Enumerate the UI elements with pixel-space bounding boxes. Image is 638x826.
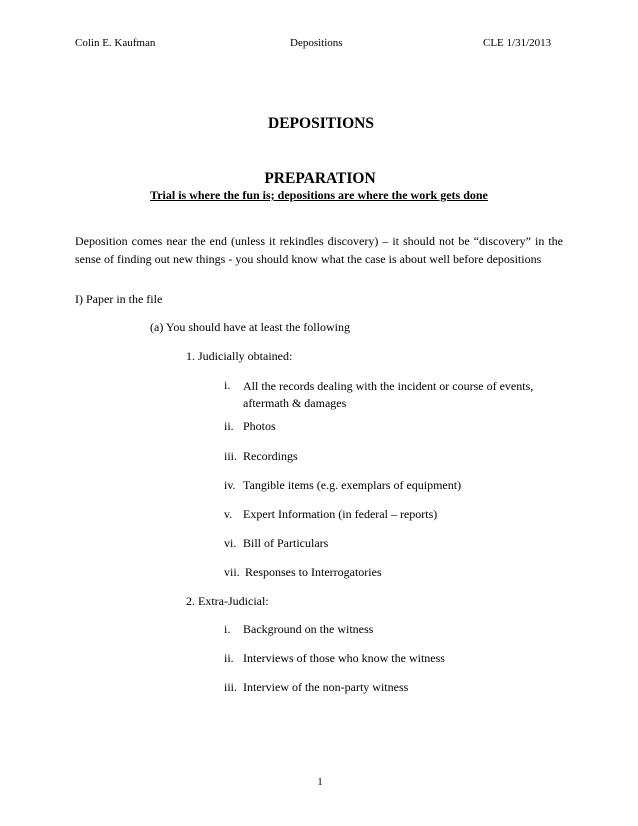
list-item-text: Responses to Interrogatories [245, 565, 382, 579]
list-item-text: Photos [243, 419, 276, 433]
list-item-text: Background on the witness [243, 622, 374, 636]
outline-group-1-label: 1. Judicially obtained: [186, 349, 293, 363]
list-item-text: Interviews of those who know the witness [243, 651, 445, 665]
outline-sub-a: (a) You should have at least the following [150, 320, 350, 334]
list-item-number: iv. [224, 478, 236, 492]
list-item-text: Expert Information (in federal – reports) [243, 507, 438, 521]
header-event-date: CLE 1/31/2013 [483, 37, 552, 49]
list-item-number: i. [224, 378, 231, 392]
list-item-number: i. [224, 622, 231, 636]
list-item-number: ii. [224, 651, 234, 665]
list-item-text: Bill of Particulars [243, 536, 329, 550]
list-item-text: Tangible items (e.g. exemplars of equipment) [243, 478, 462, 492]
list-item-text: Recordings [243, 449, 298, 463]
header-topic: Depositions [290, 37, 343, 49]
page-number: 1 [317, 776, 323, 788]
list-item-text: All the records dealing with the incident or course of events, aftermath & damages [243, 379, 534, 410]
outline-group-2-label: 2. Extra-Judicial: [186, 594, 269, 608]
section-title: PREPARATION [264, 170, 376, 187]
section-tagline: Trial is where the fun is; depositions are where the work gets done [150, 188, 488, 202]
header-author: Colin E. Kaufman [75, 37, 156, 49]
list-item-number: iii. [224, 680, 238, 694]
document-title: DEPOSITIONS [268, 115, 374, 132]
list-item-text: Interview of the non-party witness [243, 680, 409, 694]
list-item-number: ii. [224, 419, 234, 433]
list-item-number: vii. [224, 565, 240, 579]
intro-paragraph: Deposition comes near the end (unless it rekindles discovery) – it should not be “discovery” in the sense of finding out new things - you should know what the case is about well before depositions [75, 234, 563, 266]
list-item-number: iii. [224, 449, 238, 463]
list-item-number: v. [224, 507, 233, 521]
outline-part-i: I) Paper in the file [75, 292, 163, 306]
list-item-number: vi. [224, 536, 237, 550]
